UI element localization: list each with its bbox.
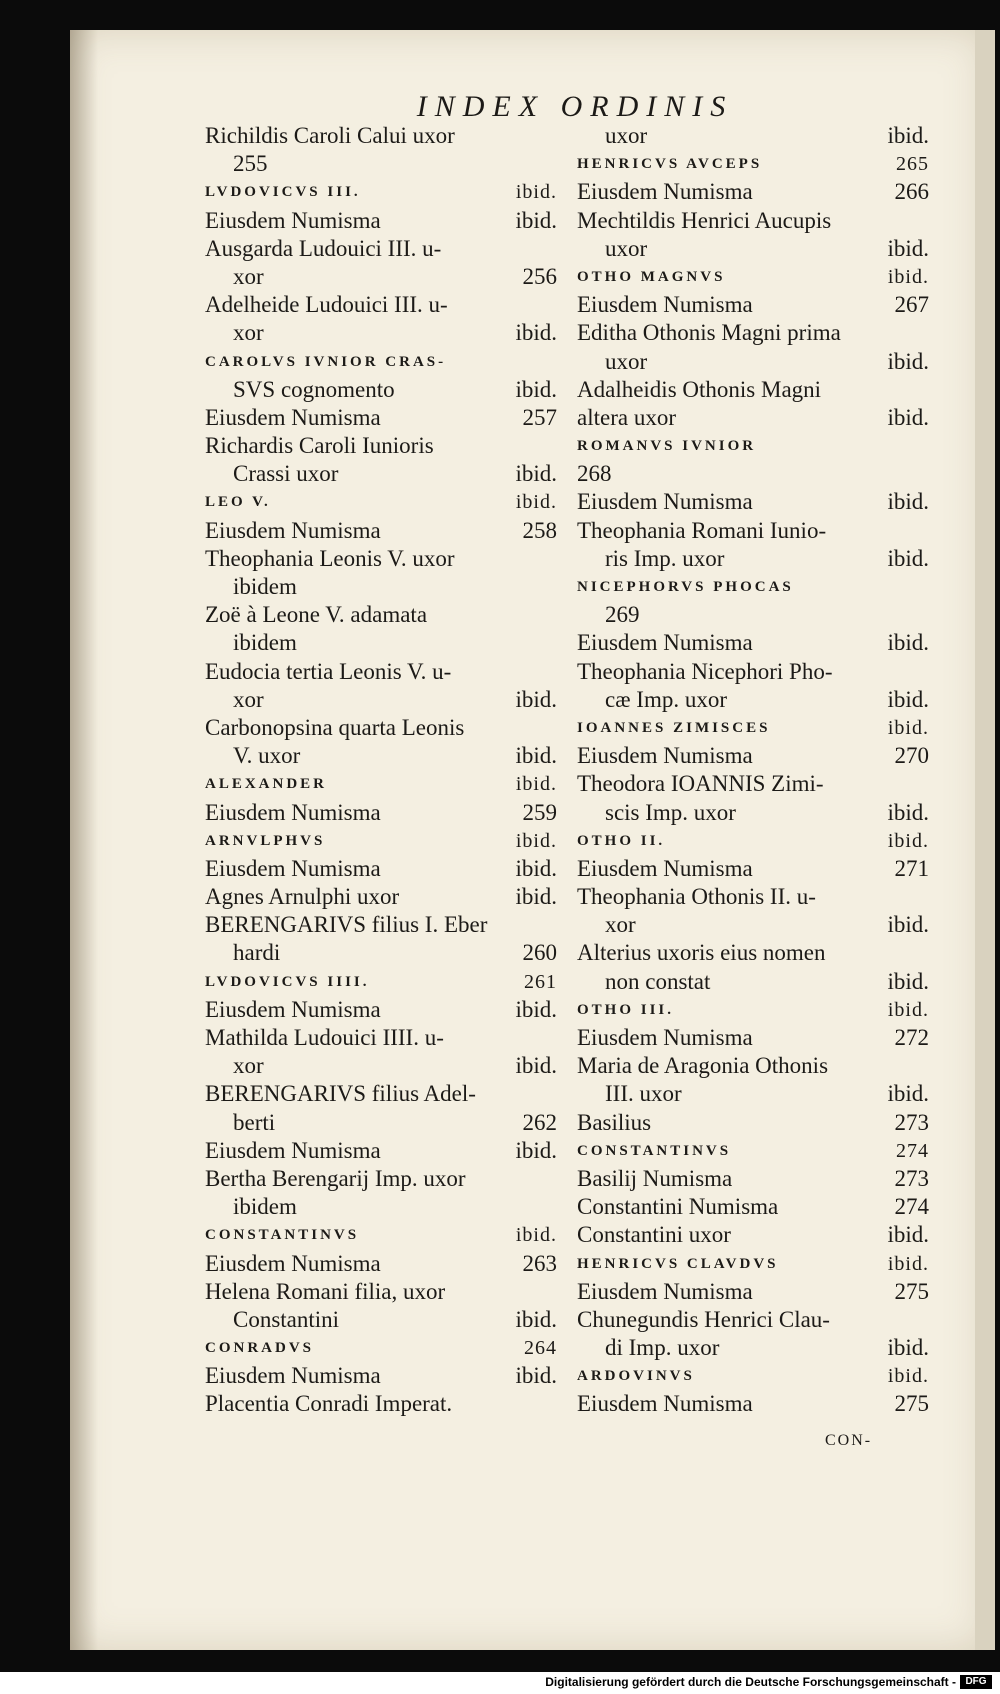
footer-credit: Digitalisierung gefördert durch die Deutsche Forschungsgemeinschaft - <box>545 1675 956 1689</box>
index-entry <box>577 122 929 150</box>
entry-text: xor <box>233 263 264 289</box>
index-entry <box>577 1334 929 1362</box>
spine-shadow <box>70 30 98 1650</box>
entry-text: Eiusdem Numisma <box>577 743 753 769</box>
index-entry <box>577 742 929 770</box>
entry-page-ref: ibid. <box>887 1335 929 1361</box>
entry-text: di Imp. uxor <box>605 1335 720 1361</box>
entry-text: LEO V. <box>205 494 271 511</box>
entry-text: 268 <box>577 461 612 487</box>
index-entry <box>205 1137 557 1165</box>
entry-text: ARNVLPHVS <box>205 832 326 849</box>
entry-page-ref: ibid. <box>515 461 557 487</box>
index-entry <box>577 348 929 376</box>
entry-text: cæ Imp. uxor <box>605 686 728 712</box>
entry-page-ref: 275 <box>894 1278 929 1304</box>
entry-page-ref: ibid. <box>887 716 929 739</box>
entry-text: ALEXANDER <box>205 776 328 793</box>
entry-text: NICEPHORVS PHOCAS <box>577 579 794 595</box>
index-entry <box>577 1221 929 1249</box>
entry-text: Eiusdem Numisma <box>205 1363 381 1389</box>
index-entry <box>577 686 929 714</box>
entry-page-ref: ibid. <box>887 799 929 825</box>
entry-text: Chunegundis Henrici Clau- <box>577 1306 830 1332</box>
entry-text: Theophania Leonis V. uxor <box>205 545 455 571</box>
entry-page-ref: ibid. <box>887 998 929 1021</box>
entry-text: ris Imp. uxor <box>605 545 725 571</box>
entry-page-ref: ibid. <box>887 686 929 712</box>
entry-text: hardi <box>233 940 281 966</box>
entry-text: xor <box>605 912 636 938</box>
entry-page-ref: ibid. <box>887 912 929 938</box>
entry-page-ref: ibid. <box>887 1081 929 1107</box>
index-entry <box>577 545 929 573</box>
index-entry <box>205 1334 557 1362</box>
entry-text: Bertha Berengarij Imp. uxor <box>205 1165 466 1191</box>
entry-page-ref: 265 <box>896 153 929 176</box>
index-entry <box>205 488 557 516</box>
index-entry <box>577 714 929 742</box>
index-entry <box>205 235 557 263</box>
index-entry <box>205 1109 557 1137</box>
index-entry <box>577 1306 929 1334</box>
entry-page-ref: ibid. <box>887 968 929 994</box>
entry-page-ref: 256 <box>522 263 557 289</box>
entry-page-ref: ibid. <box>515 829 557 852</box>
entry-page-ref: ibid. <box>515 996 557 1022</box>
index-entry <box>577 376 929 404</box>
entry-text: Eiusdem Numisma <box>577 179 753 205</box>
entry-text: scis Imp. uxor <box>605 799 736 825</box>
entry-page-ref: ibid. <box>887 404 929 430</box>
entry-text: ibidem <box>233 630 297 656</box>
entry-page-ref: 274 <box>894 1194 929 1220</box>
index-entry <box>577 207 929 235</box>
entry-page-ref: ibid. <box>515 773 557 796</box>
entry-page-ref: 259 <box>522 799 557 825</box>
entry-page-ref: ibid. <box>515 207 557 233</box>
entry-text: IOANNES ZIMISCES <box>577 719 771 736</box>
entry-text: OTHO MAGNVS <box>577 268 726 285</box>
entry-text: Adelheide Ludouici III. u- <box>205 292 448 318</box>
index-entry <box>577 855 929 883</box>
index-entry <box>205 319 557 347</box>
index-entry <box>205 404 557 432</box>
index-entry <box>577 996 929 1024</box>
catchword: CON- <box>825 1432 873 1449</box>
index-entry <box>205 207 557 235</box>
entry-text: Eiusdem Numisma <box>205 1137 381 1163</box>
entry-text: ROMANVS IVNIOR <box>577 438 757 455</box>
index-entry <box>205 1306 557 1334</box>
index-entry <box>205 686 557 714</box>
entry-page-ref: ibid. <box>515 686 557 712</box>
entry-text: Eiusdem Numisma <box>577 292 753 318</box>
entry-text: OTHO II. <box>577 832 666 849</box>
entry-text: III. uxor <box>605 1081 682 1107</box>
index-entry <box>205 263 557 291</box>
index-entry <box>205 629 557 657</box>
entry-text: SVS cognomento <box>233 376 395 402</box>
index-entry <box>205 742 557 770</box>
entry-text: Adalheidis Othonis Magni <box>577 376 822 402</box>
index-entry <box>205 1362 557 1390</box>
entry-text: ibidem <box>233 574 297 599</box>
index-entry <box>205 122 557 150</box>
footer-bar <box>0 1672 1000 1694</box>
entry-text: ibidem <box>233 1194 297 1220</box>
entry-page-ref: ibid. <box>515 376 557 402</box>
index-entry <box>577 235 929 263</box>
entry-text: Eiusdem Numisma <box>577 630 753 656</box>
entry-text: Eudocia tertia Leonis V. u- <box>205 658 452 684</box>
entry-page-ref: 261 <box>524 970 557 993</box>
index-entry <box>577 291 929 319</box>
entry-text: Eiusdem Numisma <box>577 855 753 881</box>
index-entry <box>205 517 557 545</box>
entry-text: Eiusdem Numisma <box>205 517 381 543</box>
entry-page-ref: ibid. <box>515 320 557 346</box>
entry-text: Constantini Numisma <box>577 1194 779 1220</box>
index-entry <box>205 460 557 488</box>
entry-text: Eiusdem Numisma <box>205 1250 381 1276</box>
index-entry <box>205 1193 557 1221</box>
index-entry <box>205 911 557 939</box>
index-entry <box>205 770 557 798</box>
entry-text: uxor <box>605 235 648 261</box>
entry-text: HENRICVS AVCEPS <box>577 156 763 173</box>
entry-page-ref: ibid. <box>515 1363 557 1389</box>
entry-text: Maria de Aragonia Othonis <box>577 1053 829 1079</box>
entry-page-ref: 271 <box>894 855 929 881</box>
entry-text: BERENGARIVS filius Adel- <box>205 1081 476 1107</box>
index-entry <box>205 601 557 629</box>
index-entry <box>205 1024 557 1052</box>
entry-page-ref: 270 <box>894 743 929 769</box>
entry-text: xor <box>233 686 264 712</box>
index-entry <box>577 432 929 460</box>
entry-text: Eiusdem Numisma <box>577 489 753 515</box>
index-entry <box>205 968 557 996</box>
index-entry <box>577 1362 929 1390</box>
entry-text: Alterius uxoris eius nomen <box>577 940 826 966</box>
index-entry <box>205 1390 557 1418</box>
index-entry <box>205 573 557 601</box>
index-entry <box>205 855 557 883</box>
index-entry <box>577 1080 929 1108</box>
entry-text: V. uxor <box>233 743 301 769</box>
index-entry <box>577 799 929 827</box>
index-entry <box>577 488 929 516</box>
entry-text: Constantini <box>233 1306 340 1332</box>
entry-text: Theophania Nicephori Pho- <box>577 658 833 684</box>
entry-page-ref: ibid. <box>515 855 557 881</box>
index-entry <box>577 770 929 798</box>
entry-text: Helena Romani filia, uxor <box>205 1278 446 1304</box>
entry-page-ref: 262 <box>522 1109 557 1135</box>
page-edge <box>975 30 995 1650</box>
entry-page-ref: 267 <box>894 292 929 318</box>
index-entry <box>577 658 929 686</box>
index-entry <box>205 150 557 178</box>
entry-page-ref: ibid. <box>887 123 929 148</box>
index-entry <box>205 827 557 855</box>
entry-text: xor <box>233 1053 264 1079</box>
index-entry <box>205 996 557 1024</box>
entry-page-ref: ibid. <box>887 545 929 571</box>
entry-text: Placentia Conradi Imperat. <box>205 1391 453 1417</box>
entry-page-ref: 275 <box>894 1391 929 1417</box>
index-entry <box>577 1278 929 1306</box>
entry-page-ref: ibid. <box>515 1306 557 1332</box>
entry-text: xor <box>233 320 264 346</box>
dfg-logo: DFG <box>960 1675 992 1689</box>
entry-text: berti <box>233 1109 276 1135</box>
entry-page-ref: ibid. <box>887 630 929 656</box>
index-entry <box>205 1221 557 1249</box>
entry-text: Zoë à Leone V. adamata <box>205 602 428 628</box>
entry-page-ref: ibid. <box>887 1365 929 1388</box>
entry-text: Richildis Caroli Calui uxor <box>205 123 455 148</box>
entry-text: Ausgarda Ludouici III. u- <box>205 235 442 261</box>
entry-text: LVDOVICVS IIII. <box>205 973 370 990</box>
entry-text: Theophania Othonis II. u- <box>577 884 816 910</box>
index-entry <box>577 939 929 967</box>
entry-page-ref: ibid. <box>887 1252 929 1275</box>
index-entry <box>205 1052 557 1080</box>
index-entry <box>205 432 557 460</box>
entry-text: Eiusdem Numisma <box>205 855 381 881</box>
entry-text: Eiusdem Numisma <box>577 1278 753 1304</box>
index-entry <box>577 517 929 545</box>
entry-text: CONRADVS <box>205 1340 315 1357</box>
index-entry <box>205 883 557 911</box>
index-entry <box>577 601 929 629</box>
index-column-left <box>205 122 557 1419</box>
index-entry <box>577 1024 929 1052</box>
index-entry <box>577 1137 929 1165</box>
entry-text: 255 <box>233 151 268 177</box>
entry-text: altera uxor <box>577 404 676 430</box>
entry-page-ref: ibid. <box>515 1137 557 1163</box>
index-entry <box>577 911 929 939</box>
entry-page-ref: ibid. <box>515 491 557 514</box>
entry-text: Eiusdem Numisma <box>205 404 381 430</box>
index-entry <box>577 1052 929 1080</box>
index-entry <box>577 968 929 996</box>
entry-text: Theodora IOANNIS Zimi- <box>577 771 824 797</box>
entry-page-ref: 263 <box>522 1250 557 1276</box>
entry-page-ref: 266 <box>894 179 929 205</box>
entry-page-ref: ibid. <box>887 265 929 288</box>
index-entry <box>205 1250 557 1278</box>
entry-page-ref: 264 <box>524 1337 557 1360</box>
entry-text: Constantini uxor <box>577 1222 731 1248</box>
entry-page-ref: 258 <box>522 517 557 543</box>
entry-page-ref: 272 <box>894 1025 929 1050</box>
running-header: INDEX ORDINIS <box>416 90 734 123</box>
entry-text: Crassi uxor <box>233 461 339 487</box>
entry-text: Eiusdem Numisma <box>205 799 381 825</box>
index-entry <box>205 658 557 686</box>
entry-text: BERENGARIVS filius I. Eber <box>205 912 488 938</box>
entry-text: HENRICVS CLAVDVS <box>577 1255 779 1272</box>
index-entry <box>205 1165 557 1193</box>
entry-page-ref: 273 <box>894 1109 929 1135</box>
entry-text: uxor <box>605 348 648 374</box>
index-entry <box>205 348 557 376</box>
index-entry <box>577 460 929 488</box>
entry-text: Richardis Caroli Iunioris <box>205 433 434 459</box>
index-entry <box>577 1390 929 1418</box>
index-entry <box>577 150 929 178</box>
index-entry <box>577 1109 929 1137</box>
entry-text: Theophania Romani Iunio- <box>577 517 827 543</box>
entry-page-ref: ibid. <box>887 489 929 515</box>
index-entry <box>205 799 557 827</box>
entry-text: LVDOVICVS III. <box>205 184 361 201</box>
index-entry <box>205 178 557 206</box>
index-entry <box>577 573 929 601</box>
entry-text: OTHO III. <box>577 1001 675 1018</box>
entry-page-ref: ibid. <box>887 348 929 374</box>
entry-page-ref: 273 <box>894 1165 929 1191</box>
index-entry <box>205 291 557 319</box>
index-entry <box>577 827 929 855</box>
entry-text: CONSTANTINVS <box>205 1227 360 1244</box>
entry-text: Basilij Numisma <box>577 1165 733 1191</box>
entry-page-ref: 257 <box>522 404 557 430</box>
entry-text: 269 <box>605 602 640 628</box>
index-entry <box>205 939 557 967</box>
entry-text: Mathilda Ludouici IIII. u- <box>205 1025 444 1050</box>
index-entry <box>205 1080 557 1108</box>
entry-page-ref: 260 <box>522 940 557 966</box>
index-entry <box>577 883 929 911</box>
entry-text: CONSTANTINVS <box>577 1142 732 1159</box>
entry-text: Eiusdem Numisma <box>205 996 381 1022</box>
index-entry <box>205 714 557 742</box>
index-column-right <box>577 122 929 1419</box>
entry-page-ref: 274 <box>896 1139 929 1162</box>
entry-page-ref: ibid. <box>515 181 557 204</box>
entry-text: Eiusdem Numisma <box>577 1391 753 1417</box>
entry-page-ref: ibid. <box>887 829 929 852</box>
entry-text: ARDOVINVS <box>577 1368 695 1385</box>
entry-text: uxor <box>605 123 648 148</box>
index-entry <box>577 263 929 291</box>
entry-text: CAROLVS IVNIOR CRAS- <box>205 353 447 370</box>
entry-text: non constat <box>605 968 711 994</box>
entry-page-ref: ibid. <box>515 1224 557 1247</box>
index-entry <box>205 1278 557 1306</box>
index-entry <box>577 1250 929 1278</box>
entry-text: Eiusdem Numisma <box>205 207 381 233</box>
index-entry <box>577 629 929 657</box>
entry-page-ref: ibid. <box>515 1053 557 1079</box>
index-entry <box>205 376 557 404</box>
entry-text: Mechtildis Henrici Aucupis <box>577 207 832 233</box>
entry-text: Carbonopsina quarta Leonis <box>205 714 465 740</box>
entry-text: Eiusdem Numisma <box>577 1025 753 1050</box>
entry-text: Basilius <box>577 1109 652 1135</box>
entry-page-ref: ibid. <box>515 743 557 769</box>
index-entry <box>577 319 929 347</box>
index-entry <box>205 545 557 573</box>
entry-page-ref: ibid. <box>887 1222 929 1248</box>
index-entry <box>577 404 929 432</box>
entry-page-ref: ibid. <box>515 884 557 910</box>
entry-page-ref: ibid. <box>887 235 929 261</box>
index-entry <box>577 1193 929 1221</box>
index-entry <box>577 1165 929 1193</box>
entry-text: Agnes Arnulphi uxor <box>205 884 400 910</box>
entry-text: Editha Othonis Magni prima <box>577 320 841 346</box>
index-entry <box>577 178 929 206</box>
